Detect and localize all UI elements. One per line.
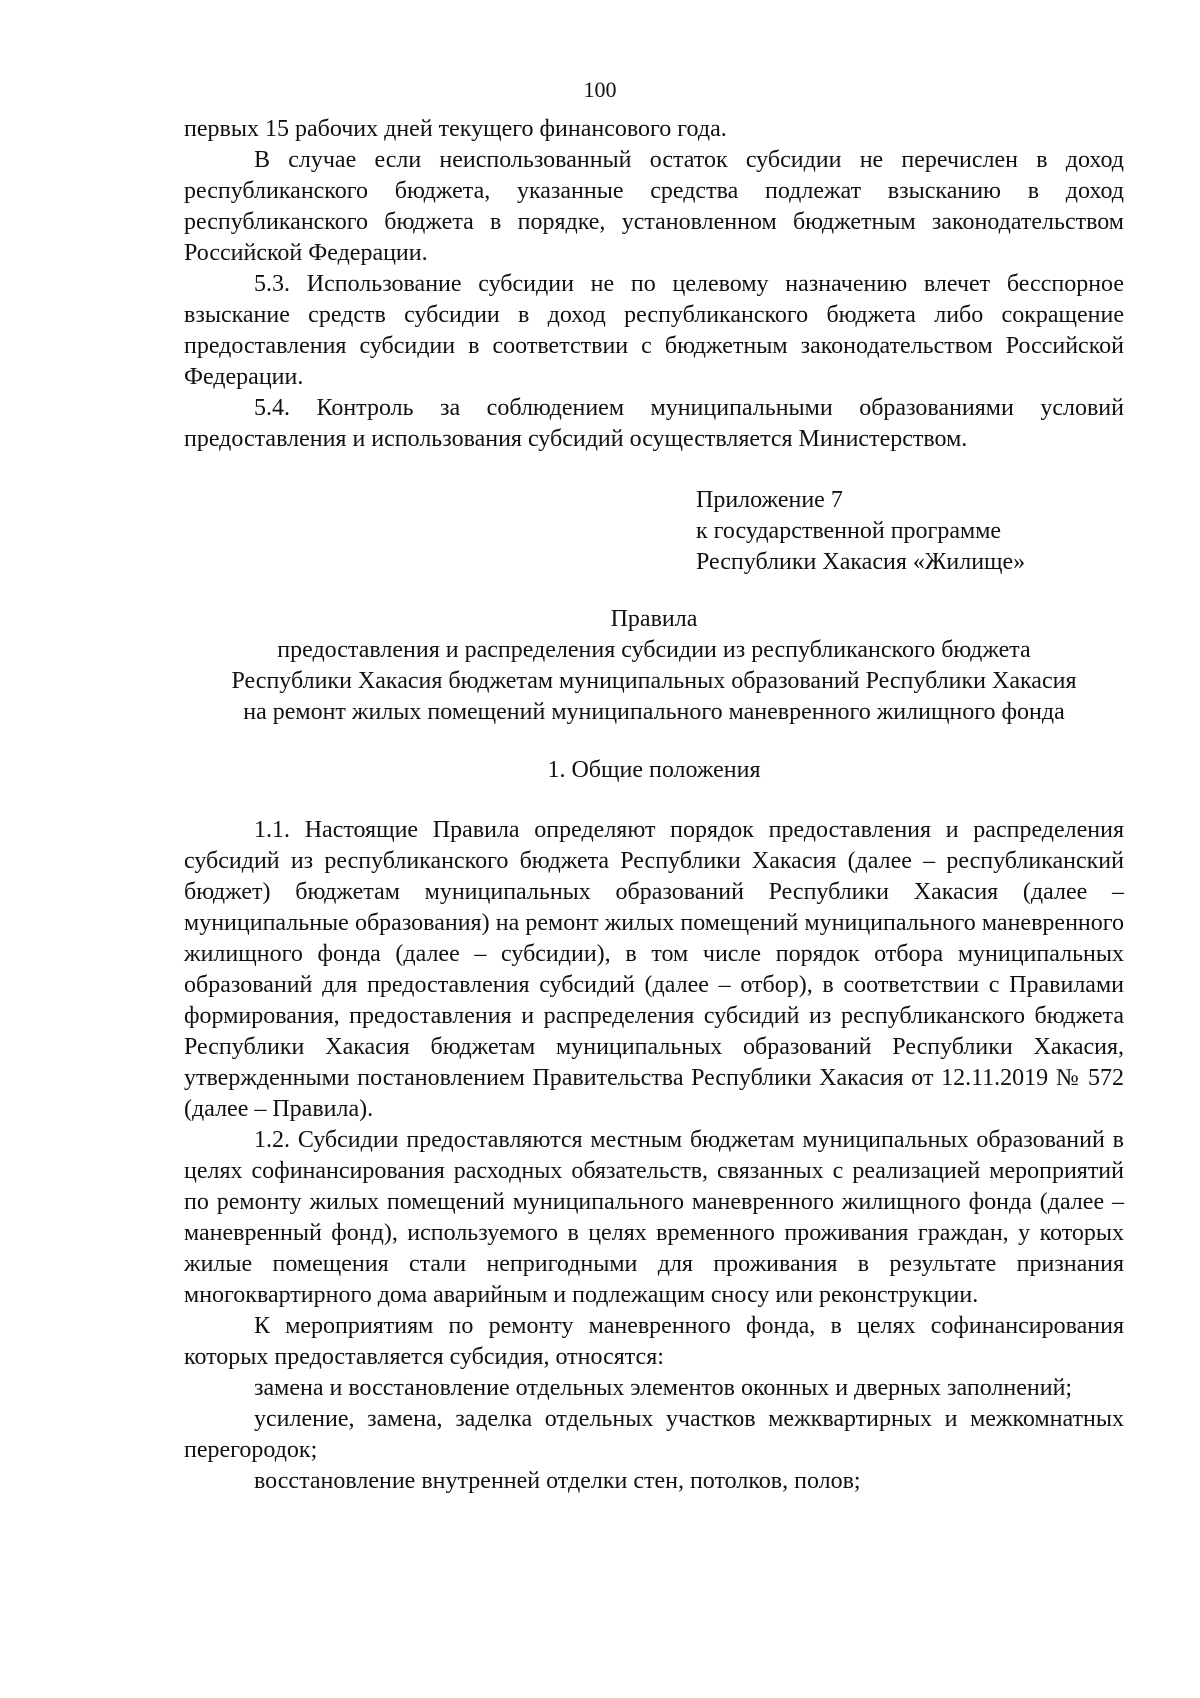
appendix-line-2: к государственной программе [696,518,1002,544]
clause-5-3: 5.3. Использование субсидии не по целевому назначению влечет бесспорное взыскание средств субсидии в доход республиканского бюджета либо сокращение предоставления субсидии в соответствии с бюджетным законодательством Российской Федерации. [184,271,1124,390]
page-number: 100 [583,77,617,102]
intro-paragraph-2: В случае если неиспользованный остаток субсидии не перечислен в доход республиканского бюджета, указанные средства подлежат взысканию в доход республиканского бюджета в порядке, установленном бюджетным законодательством Российской Федерации. [184,147,1124,266]
general-provisions-body [184,815,1124,1497]
measure-item-2: усиление, замена, заделка отдельных участков межквартирных и межкомнатных перегородок; [184,1406,1124,1463]
rules-title [184,604,1124,728]
rules-title-line-3: Республики Хакасия бюджетам муниципальных образований Республики Хакасия [231,668,1077,694]
intro-paragraph-1: первых 15 рабочих дней текущего финансового года. [184,116,727,142]
appendix-header [696,485,1025,578]
intro-section [184,114,1124,455]
measures-intro: К мероприятиям по ремонту маневренного фонда, в целях софинансирования которых предоставляется субсидия, относятся: [184,1313,1124,1370]
measure-item-3: восстановление внутренней отделки стен, потолков, полов; [254,1468,861,1494]
rules-title-line-4: на ремонт жилых помещений муниципального маневренного жилищного фонда [243,699,1065,725]
appendix-line-1: Приложение 7 [696,487,843,513]
clause-5-4: 5.4. Контроль за соблюдением муниципальными образованиями условий предоставления и использования субсидий осуществляется Министерством. [184,395,1124,452]
clause-1-1: 1.1. Настоящие Правила определяют порядок предоставления и распределения субсидий из республиканского бюджета Республики Хакасия (далее – республиканский бюджет) бюджетам муниципальных образований Республики Хакасия (далее – муниципальные образования) на ремонт жилых помещений муниципального маневренного жилищного фонда (далее – субсидии), в том числе порядок отбора муниципальных образований для предоставления субсидий (далее – отбор), в соответствии с Правилами формирования, предоставления и распределения субсидий из республиканского бюджета Республики Хакасия бюджетам муниципальных образований Республики Хакасия, утвержденными постановлением Правительства Республики Хакасия от 12.11.2019 № 572 (далее – Правила). [184,817,1124,1122]
appendix-line-3: Республики Хакасия «Жилище» [696,549,1026,575]
measure-item-1: замена и восстановление отдельных элементов оконных и дверных заполнений; [254,1375,1073,1401]
section-heading: 1. Общие положения [547,757,761,783]
rules-title-line-2: предоставления и распределения субсидии из республиканского бюджета [277,637,1031,663]
rules-title-line-1: Правила [610,606,698,632]
clause-1-2: 1.2. Субсидии предоставляются местным бюджетам муниципальных образований в целях софинансирования расходных обязательств, связанных с реализацией мероприятий по ремонту жилых помещений муниципального маневренного жилищного фонда (далее – маневренный фонд), используемого в целях временного проживания граждан, у которых жилые помещения стали непригодными для проживания в результате признания многоквартирного дома аварийным и подлежащим сносу или реконструкции. [184,1127,1124,1308]
